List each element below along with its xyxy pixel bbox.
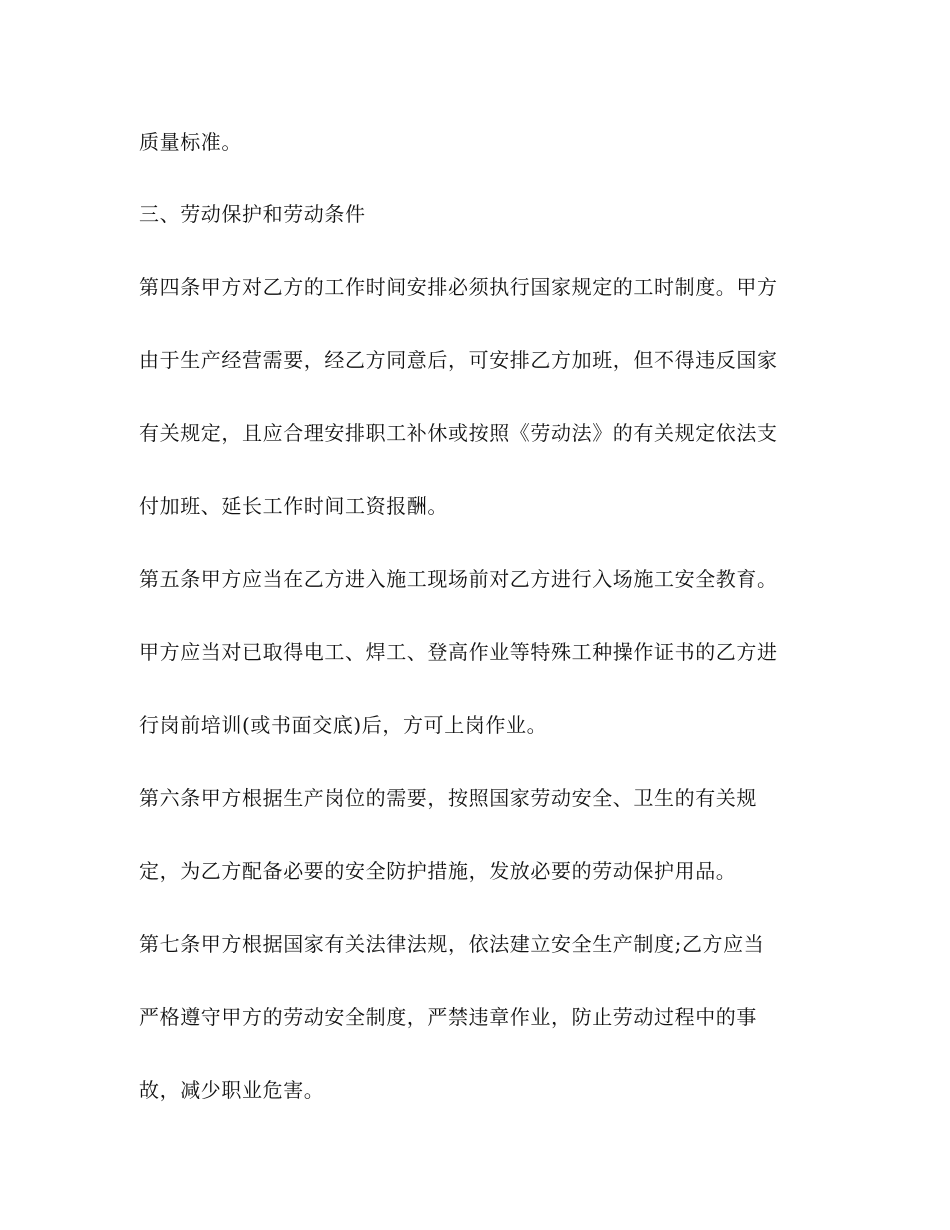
text-line: 第七条甲方根据国家有关法律法规，依法建立安全生产制度;乙方应当	[139, 932, 765, 956]
text-line: 有关规定，且应合理安排职工补休或按照《劳动法》的有关规定依法支	[139, 421, 778, 445]
text-line: 第五条甲方应当在乙方进入施工现场前对乙方进行入场施工安全教育。	[139, 567, 778, 591]
text-line: 甲方应当对已取得电工、焊工、登高作业等特殊工种操作证书的乙方进	[139, 640, 778, 664]
text-line: 质量标准。	[139, 130, 242, 154]
text-line: 行岗前培训(或书面交底)后，方可上岗作业。	[139, 713, 548, 737]
text-line: 故，减少职业危害。	[139, 1078, 325, 1102]
text-line: 定，为乙方配备必要的安全防护措施，发放必要的劳动保护用品。	[139, 859, 737, 883]
text-line: 第六条甲方根据生产岗位的需要，按照国家劳动安全、卫生的有关规	[139, 786, 757, 810]
text-line: 付加班、延长工作时间工资报酬。	[139, 494, 448, 518]
text-line: 严格遵守甲方的劳动安全制度，严禁违章作业，防止劳动过程中的事	[139, 1005, 757, 1029]
text-line: 第四条甲方对乙方的工作时间安排必须执行国家规定的工时制度。甲方	[139, 275, 778, 299]
section-heading: 三、劳动保护和劳动条件	[139, 202, 366, 226]
text-line: 由于生产经营需要，经乙方同意后，可安排乙方加班，但不得违反国家	[139, 348, 778, 372]
